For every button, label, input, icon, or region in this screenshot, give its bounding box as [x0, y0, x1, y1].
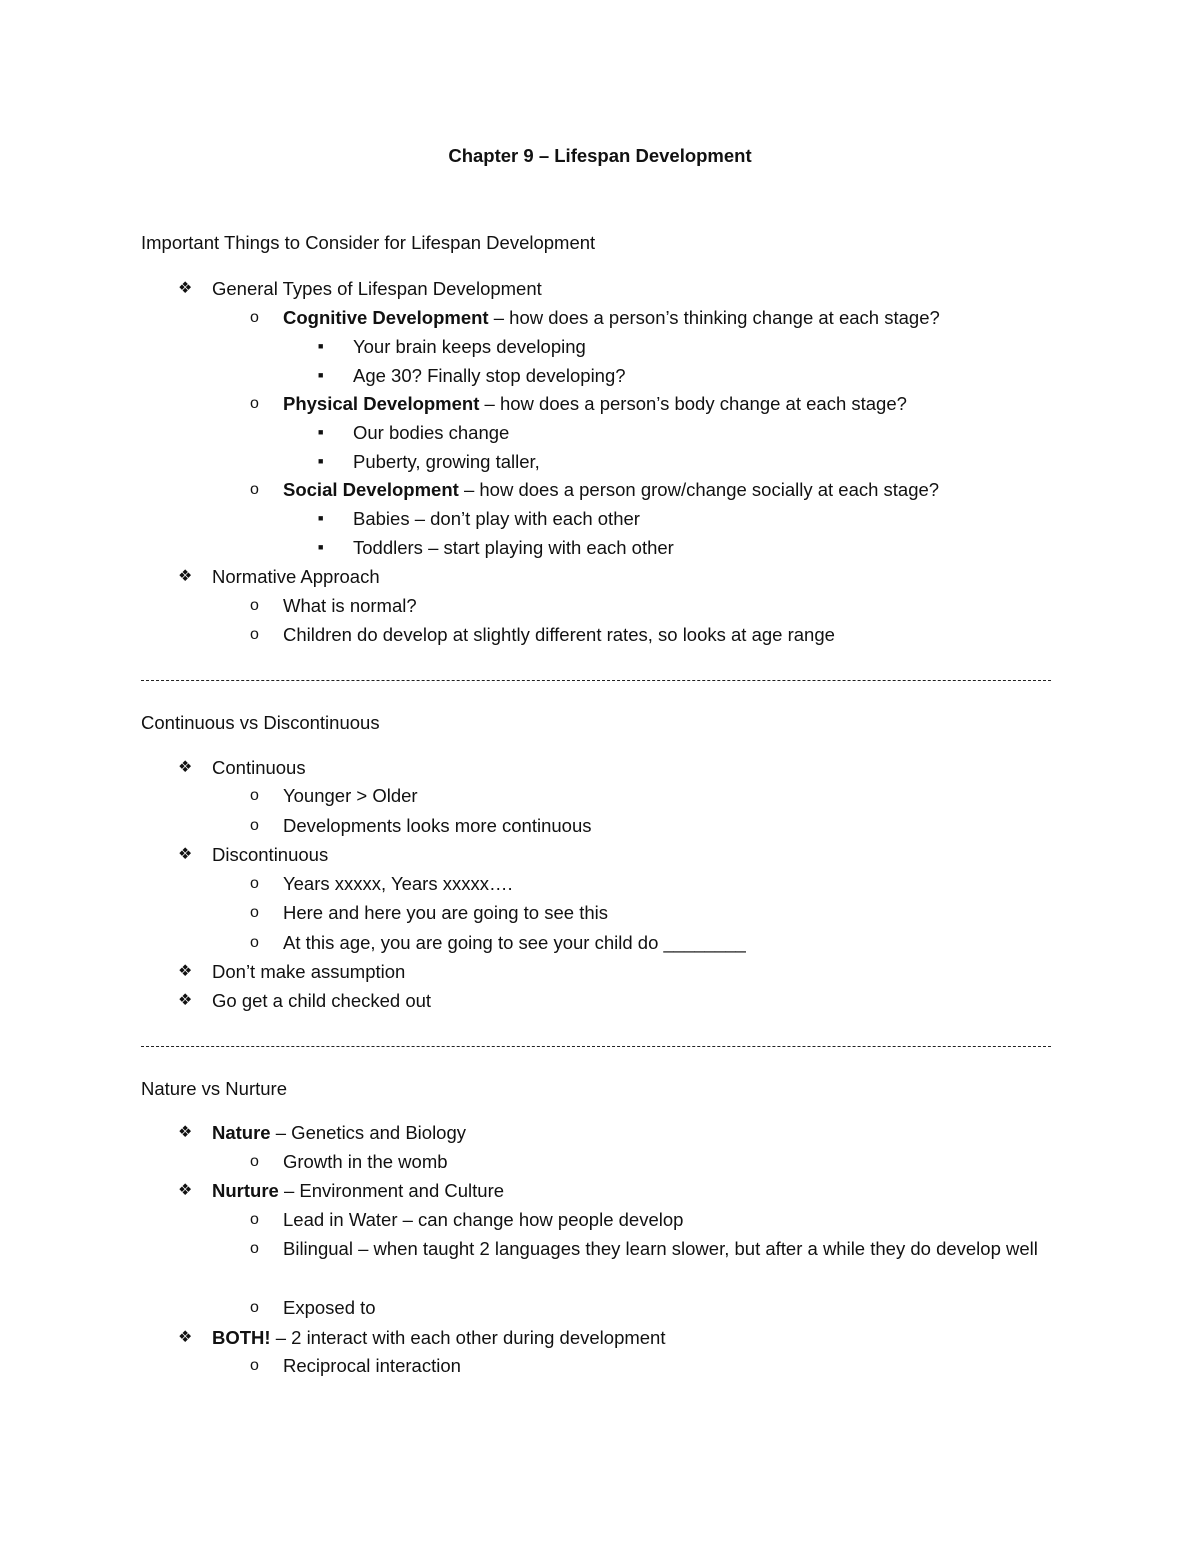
list-item-social: [283, 475, 939, 504]
diamond-bullet-icon: ❖: [178, 846, 193, 863]
section-divider: [141, 680, 1051, 681]
term-cognitive: Cognitive Development: [283, 307, 489, 328]
square-bullet-icon: ■: [318, 370, 324, 380]
list-item: Lead in Water – can change how people develop: [283, 1209, 684, 1230]
term-nurture: Nurture: [212, 1180, 279, 1201]
section-divider: [141, 1046, 1051, 1047]
list-item-continuous: Continuous: [212, 757, 306, 778]
term-both: BOTH!: [212, 1327, 271, 1348]
list-item: What is normal?: [283, 595, 417, 616]
list-item: Babies – don’t play with each other: [353, 508, 640, 529]
section-heading-nature-nurture: Nature vs Nurture: [141, 1078, 287, 1099]
section-heading-continuous: Continuous vs Discontinuous: [141, 712, 380, 733]
definition-social: – how does a person grow/change socially at each stage?: [458, 479, 940, 500]
diamond-bullet-icon: ❖: [178, 568, 193, 585]
circle-bullet-icon: o: [250, 626, 259, 643]
square-bullet-icon: ■: [318, 456, 324, 466]
list-item: Toddlers – start playing with each other: [353, 537, 674, 558]
list-item: Your brain keeps developing: [353, 336, 586, 357]
list-item-discontinuous: Discontinuous: [212, 844, 329, 865]
section-heading-lifespan: Important Things to Consider for Lifespan Development: [141, 232, 596, 253]
square-bullet-icon: ■: [318, 427, 324, 437]
circle-bullet-icon: o: [250, 1299, 259, 1316]
circle-bullet-icon: o: [250, 904, 259, 921]
list-item: Age 30? Finally stop developing?: [353, 365, 626, 386]
circle-bullet-icon: o: [250, 597, 259, 614]
list-item-normative: Normative Approach: [212, 566, 380, 587]
circle-bullet-icon: o: [250, 1153, 259, 1170]
square-bullet-icon: ■: [318, 542, 324, 552]
list-item-both: [212, 1323, 665, 1352]
list-item-assumption: Don’t make assumption: [212, 961, 406, 982]
list-item: Reciprocal interaction: [283, 1355, 461, 1376]
list-item-nature: [212, 1118, 466, 1147]
list-item: Bilingual – when taught 2 languages they learn slower, but after a while they do develop well: [283, 1238, 1038, 1259]
definition-cognitive: – how does a person’s thinking change at each stage?: [488, 307, 940, 328]
list-item: At this age, you are going to see your child do ________: [283, 932, 746, 953]
circle-bullet-icon: o: [250, 1211, 259, 1228]
diamond-bullet-icon: ❖: [178, 1329, 193, 1346]
term-physical: Physical Development: [283, 393, 480, 414]
definition-nature: – Genetics and Biology: [270, 1122, 467, 1143]
circle-bullet-icon: o: [250, 875, 259, 892]
diamond-bullet-icon: ❖: [178, 992, 193, 1009]
term-nature: Nature: [212, 1122, 271, 1143]
term-social: Social Development: [283, 479, 459, 500]
circle-bullet-icon: o: [250, 309, 259, 326]
document-title: Chapter 9 – Lifespan Development: [448, 145, 752, 166]
list-item-physical: [283, 389, 907, 418]
definition-physical: – how does a person’s body change at each stage?: [479, 393, 907, 414]
circle-bullet-icon: o: [250, 817, 259, 834]
list-item: Growth in the womb: [283, 1151, 448, 1172]
list-item: Younger > Older: [283, 785, 418, 806]
circle-bullet-icon: o: [250, 481, 259, 498]
circle-bullet-icon: o: [250, 1357, 259, 1374]
list-item: Developments looks more continuous: [283, 815, 592, 836]
definition-nurture: – Environment and Culture: [278, 1180, 505, 1201]
square-bullet-icon: ■: [318, 513, 324, 523]
list-item: Children do develop at slightly different rates, so looks at age range: [283, 624, 835, 645]
circle-bullet-icon: o: [250, 934, 259, 951]
circle-bullet-icon: o: [250, 787, 259, 804]
definition-both: – 2 interact with each other during development: [270, 1327, 666, 1348]
list-item-nurture: [212, 1176, 504, 1205]
list-item: Years xxxxx, Years xxxxx….: [283, 873, 513, 894]
diamond-bullet-icon: ❖: [178, 1124, 193, 1141]
circle-bullet-icon: o: [250, 1240, 259, 1257]
diamond-bullet-icon: ❖: [178, 963, 193, 980]
list-item: Here and here you are going to see this: [283, 902, 608, 923]
diamond-bullet-icon: ❖: [178, 1182, 193, 1199]
list-item-cognitive: [283, 303, 940, 332]
diamond-bullet-icon: ❖: [178, 280, 193, 297]
list-item-general-types: General Types of Lifespan Development: [212, 278, 542, 299]
diamond-bullet-icon: ❖: [178, 759, 193, 776]
list-item: Our bodies change: [353, 422, 510, 443]
circle-bullet-icon: o: [250, 395, 259, 412]
list-item: Exposed to: [283, 1297, 376, 1318]
square-bullet-icon: ■: [318, 341, 324, 351]
list-item-checked: Go get a child checked out: [212, 990, 432, 1011]
list-item: Puberty, growing taller,: [353, 451, 540, 472]
